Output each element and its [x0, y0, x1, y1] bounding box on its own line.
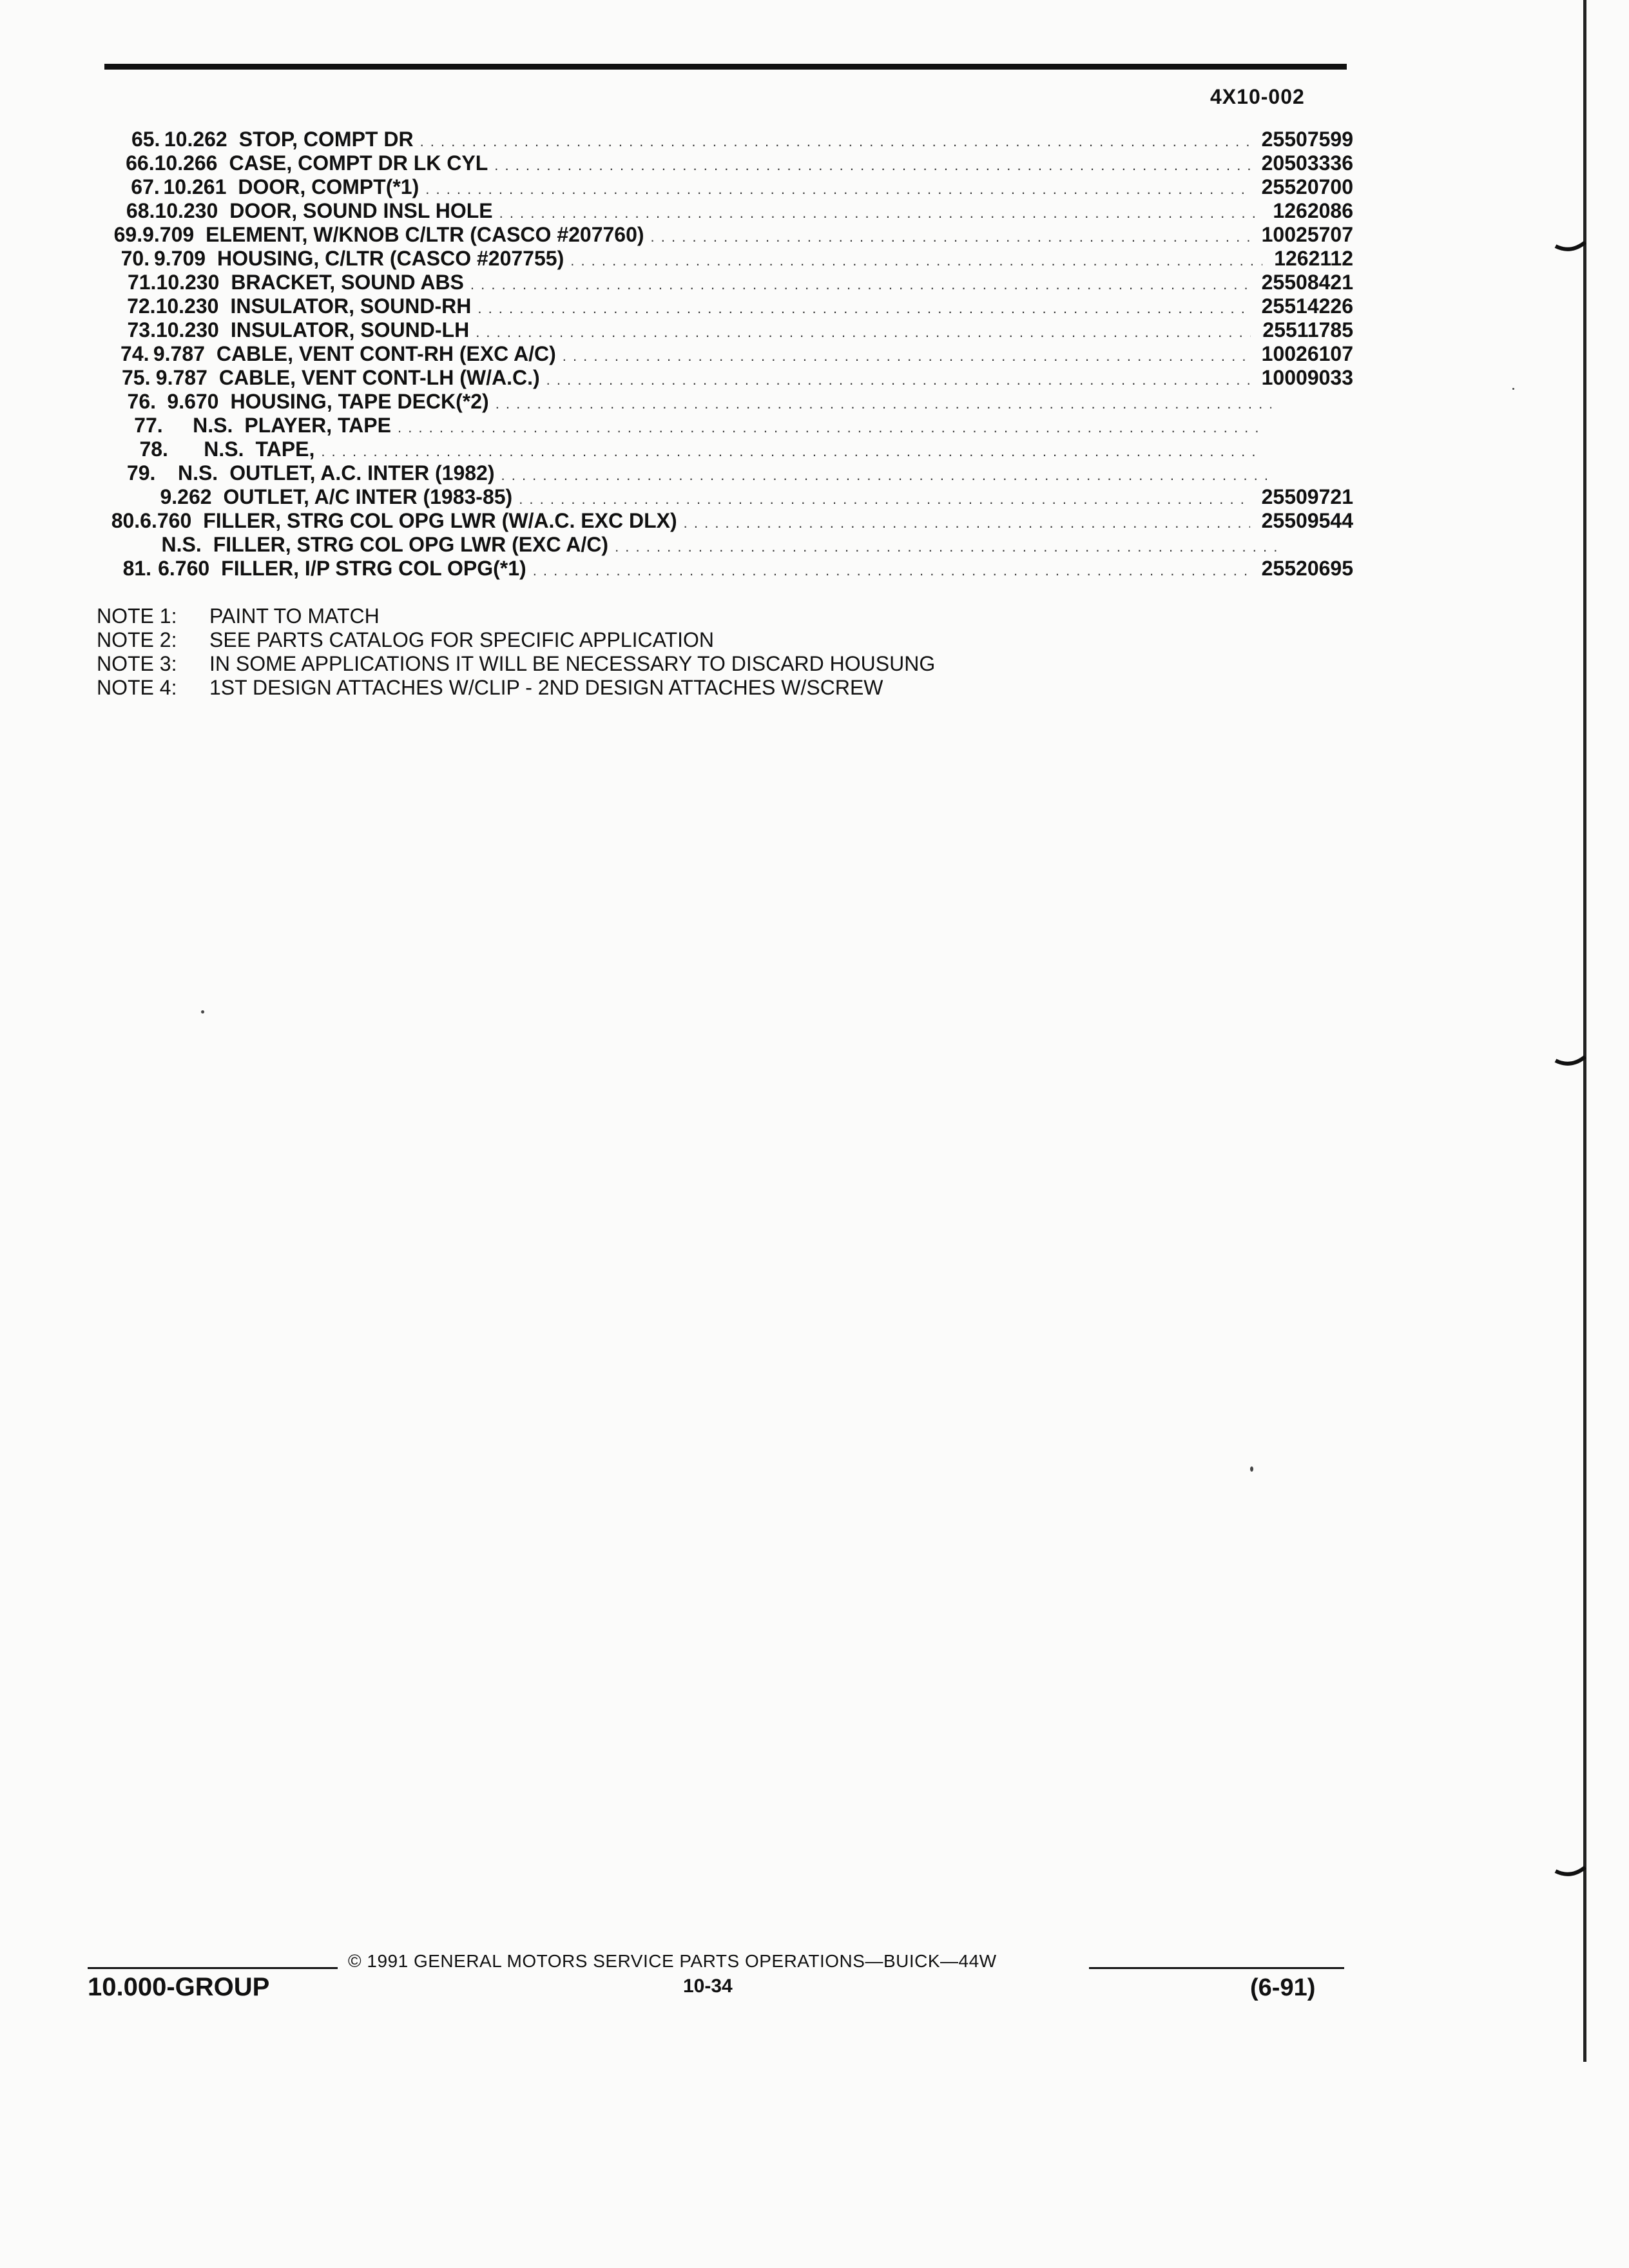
- part-description: , SOUND ABS: [329, 271, 464, 294]
- part-row: [97, 461, 1353, 485]
- dot-leader: [494, 151, 1249, 177]
- group-number: 9.670: [167, 390, 219, 413]
- group-number: 10.230: [155, 294, 219, 318]
- dot-leader: [476, 318, 1251, 344]
- part-description: , COMPT DR LK CYL: [286, 151, 488, 175]
- part-description: , STRG COL OPG LWR (EXC A/C): [285, 533, 609, 556]
- part-name: [221, 557, 526, 581]
- part-noun: FILLER: [213, 533, 285, 556]
- part-noun: INSULATOR: [230, 294, 349, 318]
- part-row: [97, 533, 1353, 557]
- part-number: 10009033: [1261, 366, 1353, 389]
- note-row: [97, 652, 935, 676]
- part-number: 25514226: [1261, 294, 1353, 318]
- part-noun: DOOR: [229, 199, 292, 222]
- item-number: 69.: [113, 223, 143, 246]
- note-label: NOTE 1:: [97, 604, 177, 628]
- part-noun: CASE: [229, 151, 287, 175]
- note-text: SEE PARTS CATALOG FOR SPECIFIC APPLICATION: [209, 628, 714, 651]
- part-name: [206, 223, 644, 247]
- date-code: (6-91): [1250, 1974, 1316, 2001]
- part-noun: OUTLET: [229, 461, 310, 485]
- group-number: 10.230: [156, 271, 220, 294]
- part-number: 25509721: [1261, 485, 1353, 508]
- item-number: 75.: [121, 366, 151, 389]
- part-name: [231, 318, 469, 342]
- part-row: [97, 175, 1353, 199]
- part-description: , C/LTR (CASCO #207755): [313, 247, 564, 270]
- group-number: N.S.: [177, 461, 218, 485]
- footer-rule: [1089, 1967, 1344, 1969]
- part-noun: STOP: [238, 128, 293, 151]
- part-number: 25508421: [1261, 271, 1353, 294]
- note-text: PAINT TO MATCH: [209, 604, 380, 628]
- part-name: [244, 414, 391, 437]
- part-name: [217, 342, 556, 366]
- part-row: [97, 151, 1353, 175]
- parts-list: [97, 128, 1353, 581]
- part-name: [229, 461, 494, 485]
- part-name: [224, 485, 513, 509]
- part-row: [97, 271, 1353, 294]
- binding-mark: [1554, 1054, 1586, 1068]
- part-noun: FILLER: [221, 557, 294, 580]
- part-noun: DOOR: [238, 175, 300, 198]
- note-row: [97, 628, 935, 652]
- scan-speck: [1250, 1466, 1253, 1472]
- item-number: 71.: [127, 271, 157, 294]
- part-row: [97, 366, 1353, 390]
- part-name: [217, 247, 564, 271]
- item-number: 70.: [120, 247, 150, 270]
- part-noun: HOUSING: [230, 390, 327, 413]
- part-row: [97, 318, 1353, 342]
- part-row: [97, 128, 1353, 151]
- item-number: 80.: [111, 509, 140, 532]
- part-row: [97, 199, 1353, 223]
- dot-leader: [570, 247, 1262, 273]
- item-number: 66.: [126, 151, 155, 175]
- scan-speck: [201, 1010, 204, 1014]
- group-number: 10.230: [155, 199, 218, 222]
- part-description: , COMPT DR: [292, 128, 414, 151]
- item-number: 67.: [131, 175, 160, 198]
- note-label: NOTE 4:: [97, 676, 177, 699]
- item-number: 76.: [127, 390, 156, 413]
- item-number: 73.: [127, 318, 156, 341]
- part-row: [97, 390, 1353, 414]
- part-number: 25511785: [1262, 318, 1353, 341]
- part-name: [239, 128, 414, 151]
- part-noun: HOUSING: [217, 247, 314, 270]
- top-rule: [104, 64, 1347, 70]
- part-name: [238, 175, 419, 199]
- dot-leader: [425, 175, 1249, 201]
- part-row: [97, 557, 1353, 581]
- part-row: [97, 223, 1353, 247]
- part-number: 10026107: [1261, 342, 1354, 365]
- part-description: , A.C. INTER (1982): [309, 461, 495, 485]
- scan-speck: [1512, 388, 1514, 390]
- part-name: [203, 509, 677, 533]
- part-description: , TAPE: [326, 414, 391, 437]
- note-row: [97, 676, 935, 700]
- dot-leader: [477, 294, 1249, 320]
- binding-mark: [1554, 1865, 1586, 1879]
- part-name: [229, 151, 488, 175]
- part-noun: ELEMENT: [206, 223, 302, 246]
- part-row: [97, 247, 1353, 271]
- part-description: , COMPT(*1): [300, 175, 419, 198]
- part-description: , SOUND-LH: [349, 318, 470, 341]
- part-number: 20503336: [1261, 151, 1353, 175]
- binding-mark: [1554, 240, 1586, 254]
- part-number: 25509544: [1261, 509, 1353, 532]
- item-number: 72.: [127, 294, 156, 318]
- copyright-line: © 1991 GENERAL MOTORS SERVICE PARTS OPERATIONS—BUICK—44W: [348, 1951, 997, 1971]
- part-description: , VENT CONT-LH (W/A.C.): [290, 366, 540, 389]
- part-row: [97, 437, 1353, 461]
- part-row: [97, 509, 1353, 533]
- part-description: ,: [309, 437, 315, 461]
- part-number: 1262112: [1274, 247, 1353, 270]
- footer-rule: [88, 1967, 338, 1969]
- note-label: NOTE 3:: [97, 652, 177, 675]
- group-number: 9.787: [153, 342, 205, 365]
- part-description: , TAPE DECK(*2): [326, 390, 489, 413]
- group-number: 10.230: [155, 318, 219, 341]
- group-number: 9.709: [142, 223, 195, 246]
- dot-leader: [651, 223, 1250, 249]
- dot-leader: [496, 390, 1271, 416]
- part-noun: CABLE: [216, 342, 288, 365]
- part-name: [255, 437, 314, 461]
- part-name: [219, 366, 540, 390]
- part-description: , A/C INTER (1983-85): [303, 485, 513, 508]
- part-row: [97, 414, 1353, 437]
- group-number: N.S.: [193, 414, 233, 437]
- group-number: 6.760: [140, 509, 192, 532]
- group-label: 10.000-GROUP: [88, 1973, 270, 2001]
- part-row: [97, 294, 1353, 318]
- group-number: N.S.: [204, 437, 244, 461]
- part-name: [213, 533, 608, 557]
- note-text: 1ST DESIGN ATTACHES W/CLIP - 2ND DESIGN ATTACHES W/SCREW: [209, 676, 883, 699]
- item-number: 68.: [126, 199, 155, 222]
- group-number: 9.709: [153, 247, 206, 270]
- dot-leader: [533, 557, 1250, 582]
- part-description: , SOUND-RH: [349, 294, 472, 318]
- item-number: 74.: [120, 342, 149, 365]
- part-description: , VENT CONT-RH (EXC A/C): [287, 342, 556, 365]
- group-number: N.S.: [161, 533, 202, 556]
- part-noun: CABLE: [218, 366, 291, 389]
- part-description: , SOUND INSL HOLE: [291, 199, 493, 222]
- part-name: [230, 390, 488, 414]
- part-number: 25520700: [1261, 175, 1353, 198]
- part-row: [97, 485, 1353, 509]
- page-number: 10-34: [683, 1975, 733, 1997]
- part-noun: TAPE: [255, 437, 309, 461]
- document-code: 4X10-002: [1210, 85, 1305, 108]
- page-edge-rule: [1583, 0, 1586, 2062]
- note-label: NOTE 2:: [97, 628, 177, 651]
- part-description: , W/KNOB C/LTR (CASCO #207760): [302, 223, 644, 246]
- group-number: 10.262: [164, 128, 227, 151]
- group-number: 10.261: [163, 175, 227, 198]
- dot-leader: [470, 271, 1250, 296]
- dot-leader: [546, 366, 1250, 392]
- item-number: 81.: [122, 557, 152, 580]
- note-text: IN SOME APPLICATIONS IT WILL BE NECESSARY TO DISCARD HOUSUNG: [209, 652, 936, 675]
- part-number: 25520695: [1261, 557, 1353, 580]
- dot-leader: [501, 461, 1272, 487]
- part-noun: FILLER: [203, 509, 276, 532]
- item-number: 79.: [126, 461, 156, 485]
- dot-leader: [563, 342, 1250, 368]
- part-number: 10025707: [1261, 223, 1353, 246]
- dot-leader: [420, 128, 1250, 153]
- part-name: [229, 199, 492, 223]
- group-number: 6.760: [158, 557, 210, 580]
- part-noun: OUTLET: [223, 485, 304, 508]
- group-number: 9.262: [160, 485, 212, 508]
- part-noun: PLAYER: [244, 414, 327, 437]
- item-number: 65.: [131, 128, 160, 151]
- dot-leader: [519, 485, 1249, 511]
- dot-leader: [499, 199, 1262, 225]
- part-number: 1262086: [1273, 199, 1353, 222]
- part-name: [231, 271, 464, 294]
- dot-leader: [398, 414, 1263, 439]
- dot-leader: [321, 437, 1257, 463]
- notes-section: [97, 604, 935, 700]
- item-number: 77.: [134, 414, 163, 437]
- dot-leader: [615, 533, 1281, 559]
- part-name: [230, 294, 471, 318]
- dot-leader: [684, 509, 1250, 535]
- part-noun: BRACKET: [231, 271, 330, 294]
- part-row: [97, 342, 1353, 366]
- part-number: 25507599: [1261, 128, 1353, 151]
- group-number: 10.266: [154, 151, 218, 175]
- part-description: , I/P STRG COL OPG(*1): [293, 557, 526, 580]
- part-description: , STRG COL OPG LWR (W/A.C. EXC DLX): [275, 509, 677, 532]
- group-number: 9.787: [155, 366, 207, 389]
- note-row: [97, 604, 935, 628]
- part-noun: INSULATOR: [230, 318, 349, 341]
- item-number: 78.: [139, 437, 168, 461]
